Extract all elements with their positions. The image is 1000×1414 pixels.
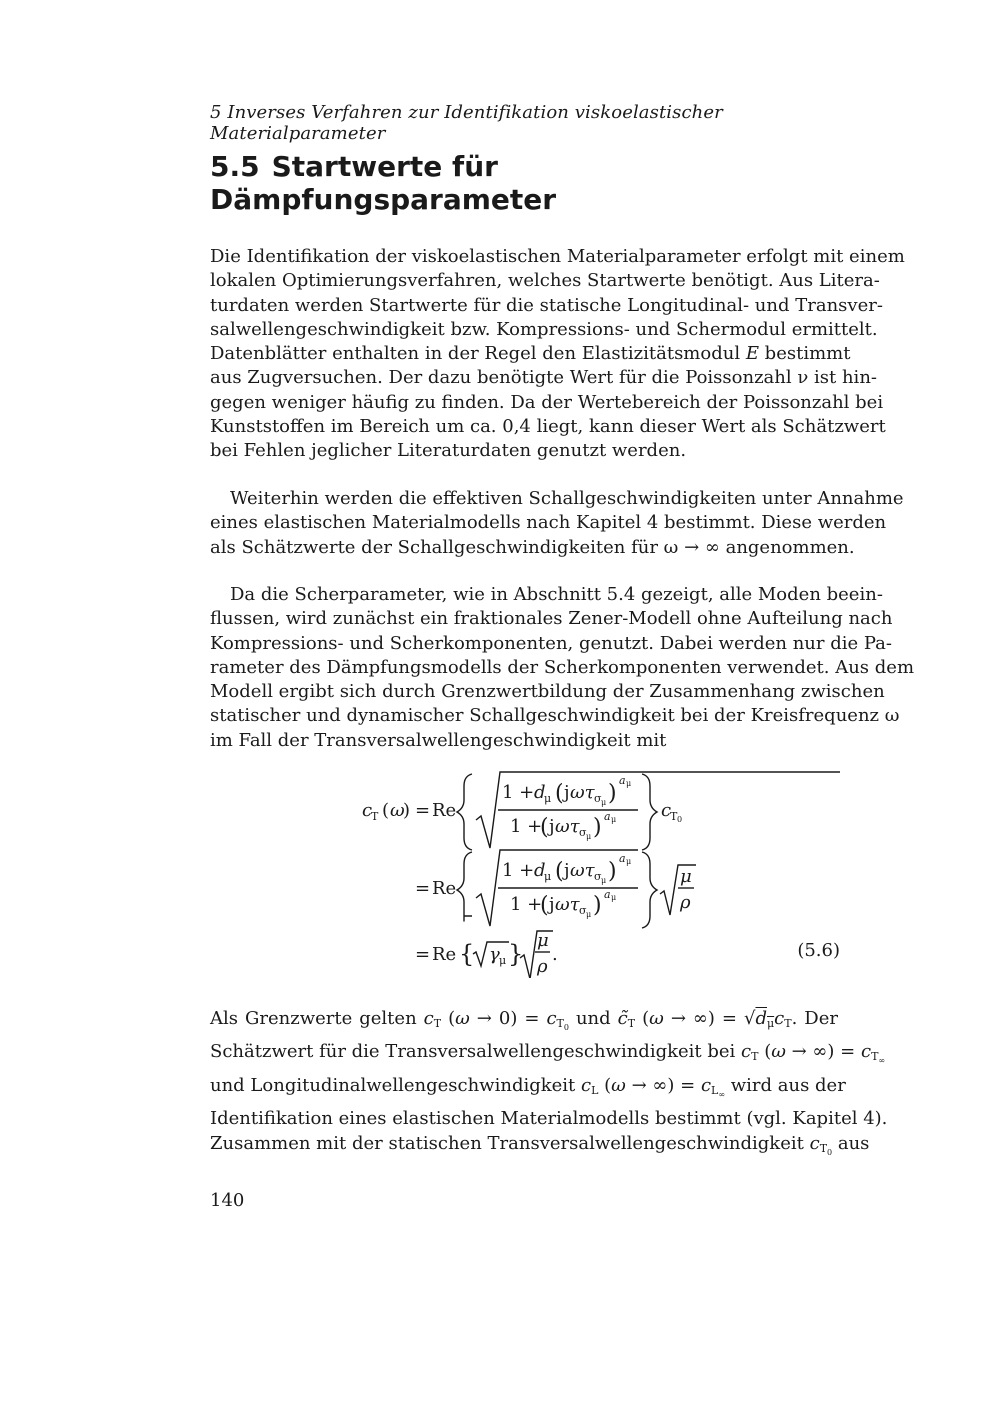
section-heading: [210, 150, 840, 216]
text-line: im Fall der Transversalwellengeschwindigkeit mit: [210, 729, 667, 751]
text-line: aus Zugversuchen. Der dazu benötigte Wert für die Poissonzahl ν ist hin-: [210, 367, 877, 389]
text-line: Kompressions- und Scherkomponenten, genutzt. Dabei werden nur die Pa-: [210, 632, 892, 654]
svg-text:μ: μ: [601, 876, 607, 885]
svg-text:(: (: [540, 893, 549, 918]
svg-text:d: d: [534, 782, 546, 803]
svg-text:ρ: ρ: [537, 956, 548, 977]
svg-text:a: a: [619, 852, 626, 865]
page-number: 140: [210, 1190, 245, 1211]
text-line: gegen weniger häufig zu finden. Da der Wertebereich der Poissonzahl bei: [210, 391, 884, 413]
svg-text:μ: μ: [626, 857, 632, 866]
svg-text:ωτ: ωτ: [555, 894, 580, 915]
svg-text:1 +: 1 +: [502, 860, 535, 881]
svg-text:μ: μ: [680, 866, 692, 887]
svg-text:ω: ω: [390, 800, 405, 821]
text-line: rameter des Dämpfungsmodells der Scherkomponenten verwendet. Aus dem: [210, 656, 915, 678]
svg-text:μ: μ: [601, 798, 607, 807]
svg-text:0: 0: [677, 815, 683, 824]
text-fragment: Als Grenzwerte gelten: [210, 1008, 424, 1029]
text-fragment: aus: [832, 1132, 870, 1154]
text-fragment: . Der: [791, 1008, 838, 1029]
text-line: Weiterhin werden die effektiven Schallgeschwindigkeiten unter Annahme: [230, 488, 904, 509]
svg-text:μ: μ: [626, 779, 632, 788]
text-line: salwellengeschwindigkeit bzw. Kompressions- und Schermodul ermittelt.: [210, 318, 878, 340]
text-line: Identifikation eines elastischen Materialmodells bestimmt (vgl. Kapitel 4).: [210, 1108, 888, 1130]
text-line: Kunststoffen im Bereich um ca. 0,4 liegt, kann dieser Wert als Schätzwert: [210, 416, 886, 438]
svg-text:ωτ: ωτ: [570, 782, 595, 803]
text-line: lokalen Optimierungsverfahren, welches Startwerte benötigt. Aus Litera-: [210, 270, 880, 292]
equation-number: (5.6): [797, 940, 840, 961]
svg-text:Re: Re: [432, 800, 457, 821]
svg-text:): ): [403, 800, 411, 821]
math-inline: $c_T$: [741, 1041, 759, 1064]
svg-text:a: a: [604, 810, 611, 823]
svg-text:j: j: [549, 894, 555, 915]
svg-text:μ: μ: [611, 815, 617, 824]
svg-text:(: (: [540, 815, 549, 840]
equation-graphic: [210, 768, 840, 978]
paragraph-4: [210, 1007, 888, 1165]
svg-text:1 +: 1 +: [510, 816, 543, 837]
text-line: Da die Scherparameter, wie in Abschnitt 5.4 gezeigt, alle Moden beein-: [230, 584, 883, 605]
svg-text:): ): [608, 781, 617, 806]
svg-text:j: j: [564, 782, 570, 803]
svg-text:ωτ: ωτ: [555, 816, 580, 837]
text-line: statischer und dynamischer Schallgeschwindigkeit bei der Kreisfrequenz ω: [210, 705, 900, 727]
svg-text:=: =: [415, 878, 431, 899]
text-line: bei Fehlen jeglicher Literaturdaten genutzt werden.: [210, 440, 687, 462]
svg-text:σ: σ: [579, 904, 587, 917]
text-line: Als Grenzwerte gelten $c_T$ $(\omega \to 0) = c_{T_0}$ und $c̃_T$ (ω → ∞) = $√d_\mu c_T$. Der: [210, 1008, 838, 1033]
svg-text:1 +: 1 +: [502, 782, 535, 803]
svg-text:μ: μ: [586, 910, 592, 919]
svg-text:(: (: [555, 781, 564, 806]
svg-text:1 +: 1 +: [510, 894, 543, 915]
svg-text:ρ: ρ: [680, 892, 691, 913]
math-inline: $c_L$: [581, 1074, 599, 1097]
svg-text:=: =: [415, 800, 431, 821]
math-variable: E: [745, 343, 759, 365]
text-line: Zusammen mit der statischen Transversalwellengeschwindigkeit $c_{T_0}$ aus: [210, 1132, 870, 1157]
svg-text:μ: μ: [544, 870, 552, 883]
text-line: turdaten werden Startwerte für die statische Longitudinal- und Transver-: [210, 294, 883, 316]
text-line: [210, 342, 851, 366]
svg-text:.: .: [552, 944, 558, 965]
svg-text:j: j: [564, 860, 570, 881]
text-fragment: bestimmt: [758, 343, 851, 365]
text-fragment: Datenblätter enthalten in der Regel den Elastizitätsmodul: [210, 343, 746, 365]
svg-text:μ: μ: [611, 893, 617, 902]
svg-text:): ): [593, 893, 602, 918]
text-fragment: Schätzwert für die Transversalwellengeschwindigkeit bei: [210, 1041, 742, 1063]
svg-text:ωτ: ωτ: [570, 860, 595, 881]
svg-text:μ: μ: [586, 832, 592, 841]
svg-text:(: (: [555, 859, 564, 884]
svg-text:(: (: [382, 800, 390, 821]
text-line: eines elastischen Materialmodells nach Kapitel 4 bestimmt. Diese werden: [210, 512, 887, 534]
running-head: 5 Inverses Verfahren zur Identifikation viskoelastischer Materialparameter: [210, 102, 723, 144]
text-fragment: wird aus der: [725, 1074, 846, 1096]
text-line: als Schätzwerte der Schallgeschwindigkeiten für ω → ∞ angenommen.: [210, 536, 855, 558]
svg-text:σ: σ: [579, 826, 587, 839]
text-line: Modell ergibt sich durch Grenzwertbildung der Zusammenhang zwischen: [210, 681, 885, 703]
svg-text:c: c: [362, 800, 373, 821]
svg-text:): ): [608, 859, 617, 884]
svg-text:μ: μ: [544, 792, 552, 805]
svg-text:σ: σ: [594, 792, 602, 805]
svg-text:Re: Re: [432, 878, 457, 899]
text-fragment: Zusammen mit der statischen Transversalwellengeschwindigkeit: [210, 1132, 810, 1154]
svg-text:): ): [593, 815, 602, 840]
text-line: und Longitudinalwellengeschwindigkeit $c_L$ (ω → ∞) = $c_{L_\infty}$ wird aus der: [210, 1074, 846, 1100]
svg-text:=: =: [415, 944, 431, 965]
svg-text:T: T: [670, 810, 678, 823]
svg-text:a: a: [604, 888, 611, 901]
section-title: Startwerte für Dämpfungsparameter: [210, 150, 557, 216]
svg-text:{: {: [459, 940, 475, 968]
math-inline: c: [809, 1132, 820, 1154]
text-line: Schätzwert für die Transversalwellengeschwindigkeit bei $c_T$ (ω → ∞) = $c_{T_\infty}$: [210, 1041, 886, 1066]
svg-text:Re: Re: [432, 944, 457, 965]
section-number: 5.5: [210, 150, 260, 183]
text-fragment: und: [568, 1008, 618, 1029]
math-inline: $c̃_T$: [617, 1008, 636, 1030]
text-line: Die Identifikation der viskoelastischen Materialparameter erfolgt mit einem: [210, 246, 905, 267]
paragraph-3: [210, 583, 915, 753]
svg-text:c: c: [661, 800, 672, 821]
svg-text:μ: μ: [537, 930, 549, 951]
svg-text:a: a: [619, 774, 626, 787]
svg-text:}: }: [508, 940, 524, 968]
svg-text:σ: σ: [594, 870, 602, 883]
svg-text:γ: γ: [489, 944, 500, 965]
math-inline: $c_T$: [423, 1008, 442, 1030]
svg-text:d: d: [534, 860, 546, 881]
text-fragment: und Longitudinalwellengeschwindigkeit: [210, 1074, 582, 1096]
svg-text:j: j: [549, 816, 555, 837]
text-line: flussen, wird zunächst ein fraktionales Zener-Modell ohne Aufteilung nach: [210, 608, 893, 630]
svg-text:T: T: [371, 810, 379, 823]
paragraph-1: [210, 245, 905, 464]
paragraph-2: [210, 487, 904, 560]
svg-text:μ: μ: [499, 954, 507, 967]
equation-5-6: [210, 768, 840, 978]
